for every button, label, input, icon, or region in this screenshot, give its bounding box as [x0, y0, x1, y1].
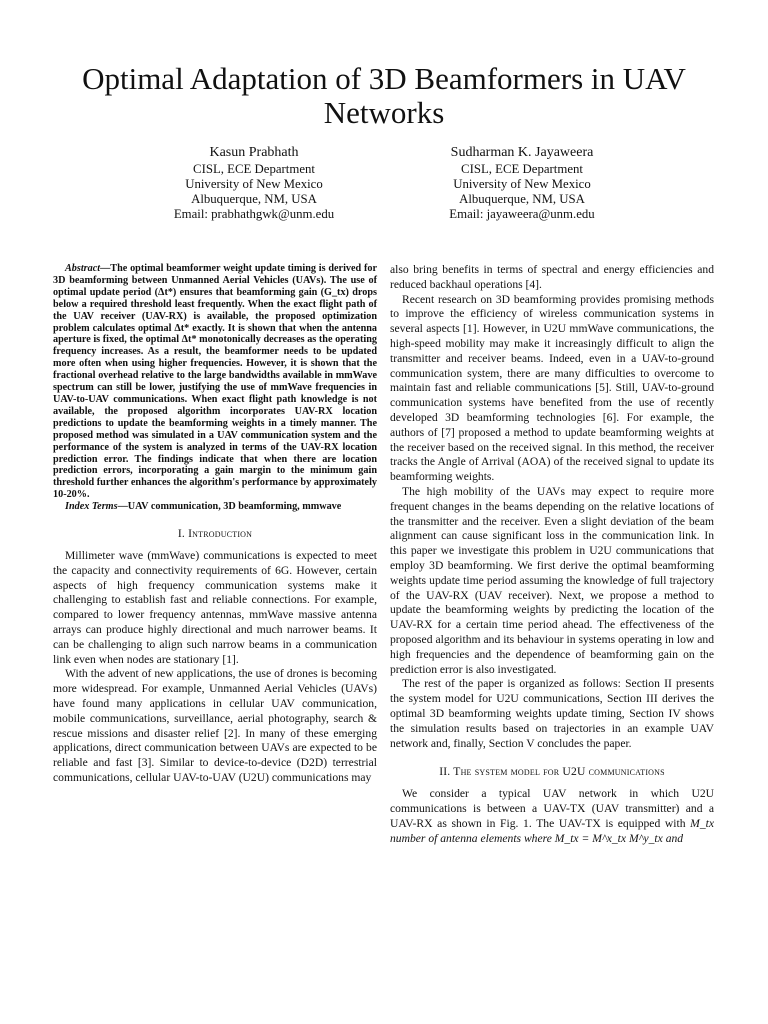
abstract-label: Abstract	[65, 263, 101, 274]
author-block-2	[392, 145, 652, 222]
author-name: Sudharman K. Jayaweera	[450, 145, 594, 160]
author-location: Albuquerque, NM, USA	[191, 192, 317, 206]
author-dept: CISL, ECE Department	[461, 162, 583, 176]
body-paragraph: also bring benefits in terms of spectral and energy efficiencies and reduced backhaul operations [4].	[390, 263, 714, 291]
author-university: University of New Mexico	[453, 177, 591, 191]
system-text: We consider a typical UAV network in which U2U communications is between a UAV-TX (UAV transmitter) and a UAV-RX as shown in Fig. 1. The UAV-TX is equipped with	[390, 787, 714, 830]
author-location: Albuquerque, NM, USA	[459, 192, 585, 206]
body-paragraph: The high mobility of the UAVs may expect to require more frequent changes in the beams depending on the relative locations of the transmitter and the receiver. Even a slight deviation of the beam alignment can cause significant loss in the communication link. In this paper we investigate this problem in U2U communications that employ 3D beamforming. We first derive the optimal beamforming weights update time period assuming the knowledge of full trajectory of the UAV-RX (UAV receiver). Next, we propose a method to update the beamforming weights by predicting the location of the UAV-RX for a certain time period ahead. The effectiveness of the proposed algorithm and its behaviour in systems operating in low and high frequencies and the dependence of beamforming gain on the prediction error is also investigated.	[390, 484, 714, 676]
section-heading-system-model: II. The system model for U2U communications	[439, 765, 665, 779]
section-heading-introduction: I. Introduction	[177, 527, 253, 541]
author-dept: CISL, ECE Department	[193, 162, 315, 176]
author-email: Email: jayaweera@unm.edu	[449, 207, 595, 221]
paper-title: Optimal Adaptation of 3D Beamformers in UAV Networks	[82, 61, 686, 130]
index-terms-label: Index Terms	[65, 501, 118, 513]
author-university: University of New Mexico	[185, 177, 323, 191]
body-paragraph: Millimeter wave (mmWave) communications is expected to meet the capacity and connectivity requirements of 6G. However, certain aspects of high frequency communication systems make it challenging to establish fast and reliable connections. For example, compared to lower frequency antennas, mmWave massive antenna arrays can produce highly directional and much narrower beams. It can be challenging to align such narrow beams in a communication link even when nodes are stationary [1].	[53, 549, 377, 666]
index-terms-text: —UAV communication, 3D beamforming, mmwave	[117, 501, 342, 513]
right-column	[390, 263, 714, 846]
left-column	[53, 263, 377, 786]
author-block-1	[124, 145, 384, 222]
body-paragraph: Recent research on 3D beamforming provides promising methods to improve the efficiency of wireless communication systems in several aspects [1]. However, in U2U mmWave communications, the high-speed mobility may make it increasingly difficult to align the transmitter and receiver beams. Indeed, even in a UAV-to-ground communication system, there are many difficulties to overcome to maintain fast and reliable communications [5]. Still, UAV-to-ground communication systems have benefited from the use of recently developed 3D beamforming technologies [6]. For example, the authors of [7] proposed a method to update beamforming weights at the receiver based on the received signal. In this method, the receiver tracks the Angle of Arrival (AOA) of the received signal to update its beamforming weights.	[390, 292, 714, 484]
author-email: Email: prabhathgwk@unm.edu	[173, 207, 335, 221]
body-paragraph-system-model	[390, 787, 714, 846]
abstract-text: —The optimal beamformer weight update timing is derived for 3D beamforming between Unmanned Aerial Vehicles (UAVs). The use of optimal update period (Δt*) ensures that beamforming gain (G_tx) drops below a required threshold least frequently. When the exact flight path of the UAV receiver (UAV-RX) is available, the proposed optimization problem calculates optimal Δt* exactly. It is shown that when the antenna aperture is fixed, the optimal Δt* monotonically decreases as the operating frequency increases. As a result, the beamformer needs to be updated more often when using higher frequencies. However, it is shown that the fractional overhead relative to the large bandwidths available in mmWave spectrum can still be lower, justifying the use of mmWave frequencies in UAV-to-UAV communications. When exact flight path knowledge is not available, the proposed algorithm incorporates UAV-RX location predictions to update the beamforming weights in a timely manner. The proposed method was simulated in a UAV communication system and the performance of the system is analyzed in terms of the UAV-RX location prediction error. The findings indicate that when there are location prediction errors, incorporating a gain margin to the minimum gain threshold further enhances the algorithm's performance by approximately 10-20%.	[53, 263, 377, 501]
system-math-text: M_tx number of antenna elements where M_tx = M^x_tx M^y_tx and	[390, 816, 714, 845]
index-terms	[53, 501, 377, 513]
body-paragraph: The rest of the paper is organized as follows: Section II presents the system model for U2U communications, Section III derives the optimal 3D beamforming weights update timing, Section IV shows the simulation results based on trajectories in an example UAV network and, finally, Section V concludes the paper.	[390, 677, 714, 750]
author-name: Kasun Prabhath	[209, 145, 299, 160]
abstract	[53, 263, 377, 501]
body-paragraph: With the advent of new applications, the use of drones is becoming more widespread. For example, Unmanned Aerial Vehicles (UAVs) have found many applications in cellular UAV communication, mobile communications, surveillance, aerial photography, search & rescue missions and disaster relief [2]. In many of these emerging applications, direct communication between UAVs are expected to be reliable and fast [3]. Similar to device-to-device (D2D) terrestrial communications, cellular UAV-to-UAV (U2U) communications may	[53, 667, 377, 784]
